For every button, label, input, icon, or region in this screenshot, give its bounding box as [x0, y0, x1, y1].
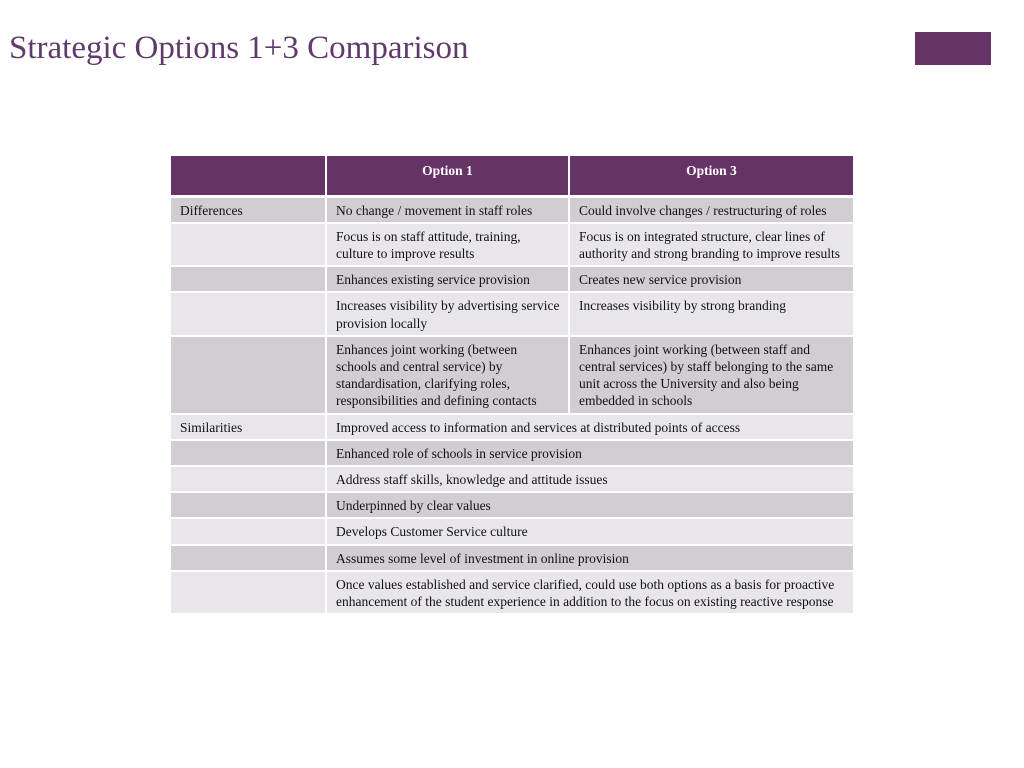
option-1-cell: No change / movement in staff roles: [326, 196, 569, 223]
comparison-table: [171, 156, 853, 615]
table-row: [171, 292, 853, 335]
option-1-cell: Focus is on staff attitude, training, culture to improve results: [326, 223, 569, 266]
similarity-cell: Improved access to information and services at distributed points of access: [326, 414, 853, 440]
table-row: [171, 414, 853, 440]
row-label-empty: [171, 545, 326, 571]
header-row: [171, 156, 853, 196]
title-accent-block: [915, 32, 991, 65]
table-row: [171, 336, 853, 414]
row-label-empty: [171, 266, 326, 292]
row-label-empty: [171, 492, 326, 518]
table-header: [171, 156, 853, 196]
option-1-cell: Enhances existing service provision: [326, 266, 569, 292]
option-1-cell: Enhances joint working (between schools and central service) by standardisation, clarifying roles, responsibilities and defining contacts: [326, 336, 569, 414]
header-corner-cell: [171, 156, 326, 196]
option-3-cell: Enhances joint working (between staff and central services) by staff belonging to the same unit across the University and also being embedded in schools: [569, 336, 853, 414]
table-row: [171, 518, 853, 544]
table-row: [171, 266, 853, 292]
row-label-empty: [171, 292, 326, 335]
table-row: [171, 492, 853, 518]
option-3-cell: Creates new service provision: [569, 266, 853, 292]
row-label-empty: [171, 466, 326, 492]
row-label-similarities: Similarities: [171, 414, 326, 440]
option-3-cell: Could involve changes / restructuring of roles: [569, 196, 853, 223]
row-label-empty: [171, 223, 326, 266]
option-1-cell: Increases visibility by advertising service provision locally: [326, 292, 569, 335]
row-label-empty: [171, 571, 326, 614]
table-row: [171, 223, 853, 266]
row-label-empty: [171, 518, 326, 544]
row-label-empty: [171, 440, 326, 466]
table-row: [171, 545, 853, 571]
slide-title: Strategic Options 1+3 Comparison: [9, 30, 469, 66]
table-body: [171, 196, 853, 614]
table-row: [171, 440, 853, 466]
option-3-cell: Focus is on integrated structure, clear lines of authority and strong branding to improve results: [569, 223, 853, 266]
header-option-3: Option 3: [569, 156, 853, 196]
row-label-differences: Differences: [171, 196, 326, 223]
similarity-cell: Assumes some level of investment in online provision: [326, 545, 853, 571]
header-option-1: Option 1: [326, 156, 569, 196]
table-row: [171, 571, 853, 614]
row-label-empty: [171, 336, 326, 414]
table-row: [171, 466, 853, 492]
similarity-cell: Underpinned by clear values: [326, 492, 853, 518]
option-3-cell: Increases visibility by strong branding: [569, 292, 853, 335]
similarity-cell: Once values established and service clarified, could use both options as a basis for proactive enhancement of the student experience in addition to the focus on existing reactive response: [326, 571, 853, 614]
similarity-cell: Enhanced role of schools in service provision: [326, 440, 853, 466]
table-row: [171, 196, 853, 223]
similarity-cell: Develops Customer Service culture: [326, 518, 853, 544]
similarity-cell: Address staff skills, knowledge and attitude issues: [326, 466, 853, 492]
